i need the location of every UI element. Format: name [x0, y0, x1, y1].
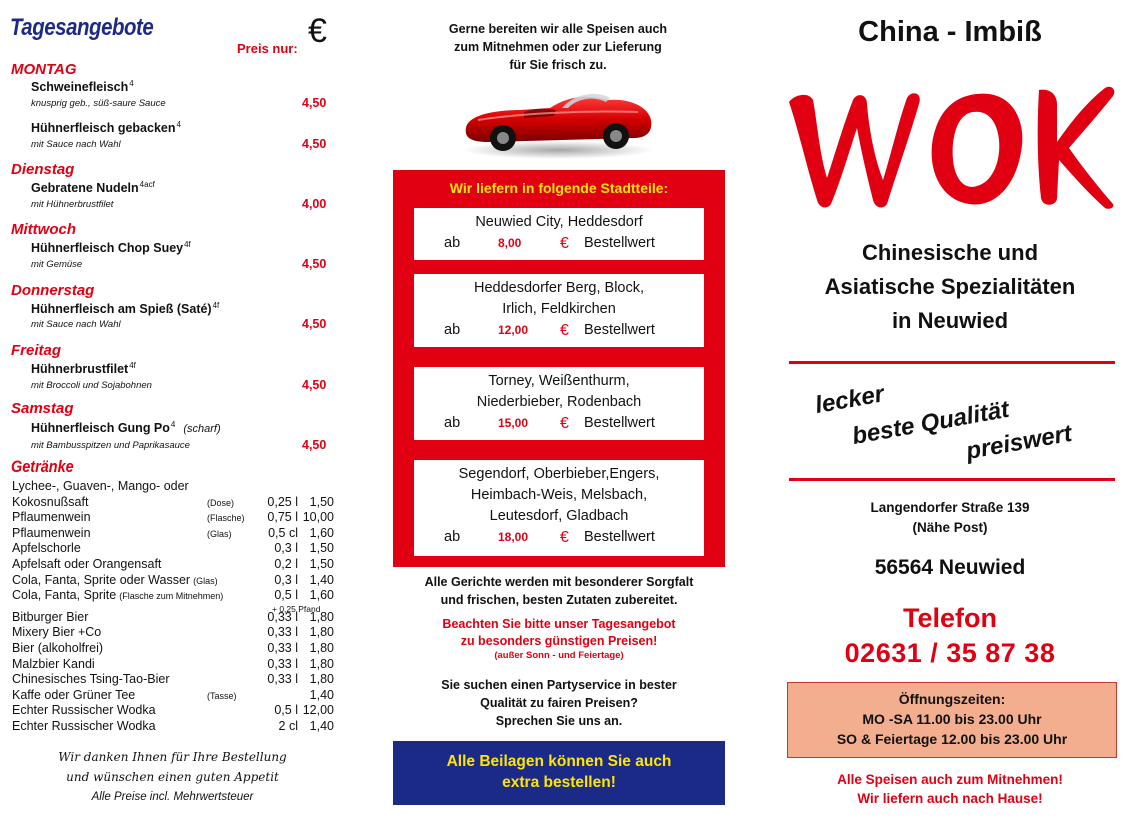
dish-name-text: Hühnerfleisch am Spieß (Saté)	[31, 302, 212, 316]
drink-price: 1,80	[309, 656, 334, 671]
drink-price: 1,80	[309, 640, 334, 655]
drink-row	[12, 495, 334, 511]
offer-reminder-line: zu besonders günstigen Preisen!	[460, 634, 658, 648]
minimum-amount: 18,00	[498, 530, 529, 544]
drink-name	[12, 641, 103, 657]
drink-volume: 0,3 l	[274, 541, 298, 556]
vat-note: Alle Preise incl. Mehrwertsteuer	[91, 791, 254, 803]
drink-name	[12, 588, 223, 605]
slogan-price: preiswert	[964, 419, 1074, 466]
drink-price: 10,00	[302, 510, 334, 525]
drink-row	[12, 573, 334, 589]
allergen-code: 4acf	[139, 180, 155, 189]
zone-district-line: Torney, Weißenthurm,	[488, 373, 630, 389]
minimum-amount: 15,00	[498, 416, 529, 430]
dish-name	[31, 79, 134, 94]
euro-icon: €	[308, 12, 327, 50]
drink-volume: 0,2 l	[274, 556, 298, 571]
minimum-order-row	[414, 233, 704, 254]
drink-name	[12, 479, 189, 495]
dish-price: 4,50	[302, 257, 327, 271]
zone-district-line: Niederbieber, Rodenbach	[476, 394, 642, 410]
drink-name-text: Apfelsaft oder Orangensaft	[12, 556, 162, 571]
drink-name	[12, 526, 91, 542]
delivery-zone	[414, 367, 704, 440]
drink-name	[12, 510, 91, 526]
opening-hours-box	[787, 682, 1117, 758]
drink-container-note: (Flasche)	[207, 513, 245, 524]
drink-name-text: Apfelschorle	[12, 541, 81, 556]
zone-district-line: Irlich, Feldkirchen	[502, 301, 616, 317]
dish-name	[31, 361, 136, 376]
from-label: ab	[444, 322, 461, 338]
party-service-note	[393, 676, 725, 730]
dish-description: mit Bambusspitzen und Paprikasauce	[31, 440, 190, 451]
dish-name	[31, 240, 191, 255]
drink-row	[12, 641, 334, 657]
dish-name-text: Hühnerfleisch Gung Po	[31, 421, 170, 435]
drink-row	[12, 688, 334, 704]
drink-name	[12, 541, 81, 557]
intro-line: Gerne bereiten wir alle Speisen auch	[448, 22, 668, 36]
dish-price: 4,50	[302, 96, 327, 110]
drink-name-text: Kokosnußsaft	[12, 494, 89, 509]
drink-row	[12, 719, 334, 735]
specialties-line: in Neuwied	[891, 308, 1009, 333]
dish-description: mit Broccoli und Sojabohnen	[31, 380, 152, 391]
delivery-zone	[414, 460, 704, 556]
drink-price: 1,60	[309, 588, 334, 603]
zone-district-line: Segendorf, Oberbieber,Engers,	[458, 466, 660, 482]
drink-name	[12, 657, 95, 673]
dish-name	[31, 120, 181, 135]
day-heading: Samstag	[11, 400, 74, 417]
minimum-amount: 12,00	[498, 323, 529, 337]
deposit-note: + 0,25 Pfand	[272, 604, 321, 614]
dish-description: mit Hühnerbrustfilet	[31, 199, 114, 210]
price-header: Preis nur:	[237, 41, 298, 56]
drink-price: 1,50	[309, 494, 334, 509]
specialties-line: Chinesische und	[861, 240, 1039, 265]
drink-container-note: (Glas)	[207, 528, 232, 539]
wok-logo	[787, 80, 1117, 210]
drink-name	[12, 557, 161, 573]
drink-price: 1,40	[309, 687, 334, 702]
drink-price: 1,80	[309, 625, 334, 640]
party-service-line: Sie suchen einen Partyservice in bester	[441, 678, 677, 692]
minimum-order-row	[414, 413, 704, 434]
allergen-code: 4	[170, 420, 176, 429]
takeaway-intro	[393, 20, 723, 74]
side-dishes-banner	[393, 741, 725, 805]
party-service-line: Qualität zu fairen Preisen?	[480, 696, 638, 710]
drink-volume: 0,5 l	[274, 703, 298, 718]
drink-price: 1,60	[309, 525, 334, 540]
dish-price: 4,50	[302, 137, 327, 151]
drink-name-text: Cola, Fanta, Sprite	[12, 588, 117, 603]
intro-line: zum Mitnehmen oder zur Lieferung	[454, 40, 662, 54]
order-value-label: Bestellwert	[584, 415, 655, 431]
divider	[789, 361, 1115, 364]
zone-district-line: Leutesdorf, Gladbach	[489, 508, 629, 524]
drink-price: 1,40	[309, 572, 334, 587]
drink-name-text: Echter Russischer Wodka	[12, 703, 156, 718]
day-heading: Dienstag	[11, 161, 75, 178]
allergen-code: 4f	[129, 361, 136, 370]
dish-price: 4,50	[302, 317, 327, 331]
daily-offers-title: Tagesangebote	[10, 14, 154, 41]
drink-volume: 0,33 l	[267, 609, 298, 624]
drink-name	[12, 719, 156, 735]
dish-price: 4,00	[302, 197, 327, 211]
drink-row	[12, 479, 334, 495]
divider	[789, 478, 1115, 481]
street-address: Langendorfer Straße 139	[870, 500, 1030, 515]
drink-price: 1,80	[309, 672, 334, 687]
dish-name	[31, 301, 219, 316]
drink-name-text: Pflaumenwein	[12, 525, 91, 540]
drink-volume: 0,25 l	[267, 494, 298, 509]
minimum-order-row	[414, 527, 704, 548]
takeaway-line: Alle Speisen auch zum Mitnehmen!	[837, 772, 1063, 787]
slogan-lecker: lecker	[813, 380, 887, 420]
opening-hours-line: SO & Feiertage 12.00 bis 23.00 Uhr	[836, 731, 1068, 747]
phone-label: Telefon	[903, 603, 997, 633]
drink-price: 1,50	[309, 556, 334, 571]
offer-exception-note: (außer Sonn - und Feiertage)	[494, 650, 624, 661]
order-value-label: Bestellwert	[584, 235, 655, 251]
drink-volume: 2 cl	[278, 718, 298, 733]
address	[785, 498, 1115, 538]
zone-district-line: Heddesdorfer Berg, Block,	[473, 280, 645, 296]
drink-volume: 0,5 cl	[268, 525, 298, 540]
drinks-title: Getränke	[11, 457, 74, 476]
minimum-amount: 8,00	[498, 236, 522, 250]
opening-hours-title: Öffnungszeiten:	[898, 691, 1006, 707]
drink-name-text: Bier (alkoholfrei)	[12, 640, 104, 655]
allergen-code: 4f	[212, 301, 220, 310]
drink-name	[12, 625, 101, 641]
dish-name-text: Hühnerbrustfilet	[31, 362, 129, 376]
daily-offers-column	[0, 0, 345, 832]
intro-line: für Sie frisch zu.	[509, 58, 607, 72]
dish-description: mit Sauce nach Wahl	[31, 319, 121, 330]
dish-price: 4,50	[302, 438, 327, 452]
quality-note	[388, 573, 730, 609]
minimum-order-row	[414, 320, 704, 341]
drink-container-note: (Tasse)	[207, 690, 237, 701]
drink-name-text: Mixery Bier +Co	[12, 625, 102, 640]
allergen-code: 4	[129, 79, 134, 88]
slogan-quality: beste Qualität	[850, 395, 1012, 451]
party-service-line: Sprechen Sie uns an.	[495, 714, 623, 728]
drink-name	[12, 610, 88, 626]
specialties-line: Asiatische Spezialitäten	[824, 274, 1076, 299]
drink-volume: 0,5 l	[274, 588, 298, 603]
thanks-line-2: und wünschen einen guten Appetit	[66, 770, 279, 784]
opening-hours-line: MO -SA 11.00 bis 23.00 Uhr	[862, 711, 1042, 727]
drink-container-note: (Dose)	[207, 497, 235, 508]
drink-row	[12, 625, 334, 641]
city: 56564 Neuwied	[874, 556, 1026, 579]
delivery-zone	[414, 208, 704, 260]
dish-name	[31, 420, 221, 435]
drink-price: 1,80	[309, 609, 334, 624]
drink-name-text: Kaffe oder Grüner Tee	[12, 687, 136, 702]
delivery-zones-box	[393, 170, 725, 567]
euro-icon: €	[560, 235, 569, 252]
drink-container-note: (Flasche zum Mitnehmen)	[119, 591, 224, 602]
drink-volume: 0,33 l	[267, 640, 298, 655]
red-convertible-car-illustration	[458, 80, 658, 160]
order-value-label: Bestellwert	[584, 529, 655, 545]
drink-volume: 0,3 l	[274, 572, 298, 587]
order-value-label: Bestellwert	[584, 322, 655, 338]
drink-name	[12, 495, 88, 511]
phone-number[interactable]: 02631 / 35 87 38	[844, 638, 1056, 668]
side-dishes-line: Alle Beilagen können Sie auch	[446, 753, 672, 770]
delivery-zone	[414, 274, 704, 347]
street-note: (Nähe Post)	[912, 520, 988, 535]
specialties-text	[785, 236, 1115, 338]
offer-reminder-line: Beachten Sie bitte unser Tagesangebot	[442, 617, 676, 631]
euro-icon: €	[560, 529, 569, 546]
dish-description: knusprig geb., süß-saure Sauce	[31, 98, 166, 109]
drink-row	[12, 541, 334, 557]
day-heading: Freitag	[11, 342, 62, 359]
day-heading: MONTAG	[11, 61, 77, 78]
dish-description: mit Gemüse	[31, 259, 83, 270]
delivery-line: Wir liefern auch nach Hause!	[857, 791, 1043, 806]
drink-price: 12,00	[302, 703, 334, 718]
drink-name	[12, 703, 156, 719]
from-label: ab	[444, 529, 461, 545]
drink-name-text: Bitburger Bier	[12, 609, 89, 624]
drink-row	[12, 526, 334, 542]
takeaway-delivery-note	[785, 770, 1115, 808]
dish-name-text: Hühnerfleisch gebacken	[31, 121, 176, 135]
drink-row	[12, 657, 334, 673]
drink-row	[12, 703, 334, 719]
dish-name-text: Gebratene Nudeln	[31, 181, 139, 195]
thanks-line-1: Wir danken Ihnen für Ihre Bestellung	[58, 750, 287, 764]
dish-name-text: Schweinefleisch	[31, 80, 129, 94]
drink-row	[12, 510, 334, 526]
dish-name-text: Hühnerfleisch Chop Suey	[31, 241, 184, 255]
drink-row	[12, 672, 334, 688]
drink-name-text: Echter Russischer Wodka	[12, 718, 156, 733]
allergen-code: 4f	[184, 240, 191, 249]
dish-price: 4,50	[302, 378, 327, 392]
drink-volume: 0,75 l	[267, 510, 298, 525]
drink-volume: 0,33 l	[267, 672, 298, 687]
drink-name-text: Chinesisches Tsing-Tao-Bier	[12, 672, 170, 687]
drink-volume: 0,33 l	[267, 625, 298, 640]
drink-name-text: Lychee-, Guaven-, Mango- oder	[12, 479, 189, 493]
euro-icon: €	[560, 322, 569, 339]
from-label: ab	[444, 235, 461, 251]
from-label: ab	[444, 415, 461, 431]
daily-offer-reminder	[393, 616, 725, 662]
dish-name	[31, 180, 155, 195]
quality-note-line: und frischen, besten Zutaten zubereitet.	[440, 593, 678, 607]
allergen-code: 4	[176, 120, 181, 129]
spicy-note: (scharf)	[183, 423, 221, 435]
drink-price: 1,50	[309, 541, 334, 556]
zone-district-line: Heimbach-Weis, Melsbach,	[470, 487, 648, 503]
side-dishes-line: extra bestellen!	[502, 774, 616, 791]
drink-name	[12, 573, 218, 590]
dish-description: mit Sauce nach Wahl	[31, 139, 121, 150]
drink-price: 1,40	[309, 718, 334, 733]
drink-container-note: (Glas)	[193, 575, 218, 586]
drink-name	[12, 688, 135, 704]
drink-row	[12, 588, 334, 604]
quality-note-line: Alle Gerichte werden mit besonderer Sorgfalt	[424, 575, 694, 589]
delivery-zones-title: Wir liefern in folgende Stadtteile:	[449, 180, 669, 196]
day-heading: Mittwoch	[11, 221, 76, 238]
day-heading: Donnerstag	[11, 282, 95, 299]
drink-row	[12, 557, 334, 573]
drink-name-text: Cola, Fanta, Sprite oder Wasser	[12, 572, 191, 587]
drink-name	[12, 672, 169, 688]
drink-name-text: Malzbier Kandi	[12, 656, 95, 671]
drink-name-text: Pflaumenwein	[12, 510, 91, 525]
zone-district-line: Neuwied City, Heddesdorf	[475, 214, 643, 230]
restaurant-heading: China - Imbiß	[858, 16, 1042, 48]
euro-icon: €	[560, 415, 569, 432]
drink-volume: 0,33 l	[267, 656, 298, 671]
